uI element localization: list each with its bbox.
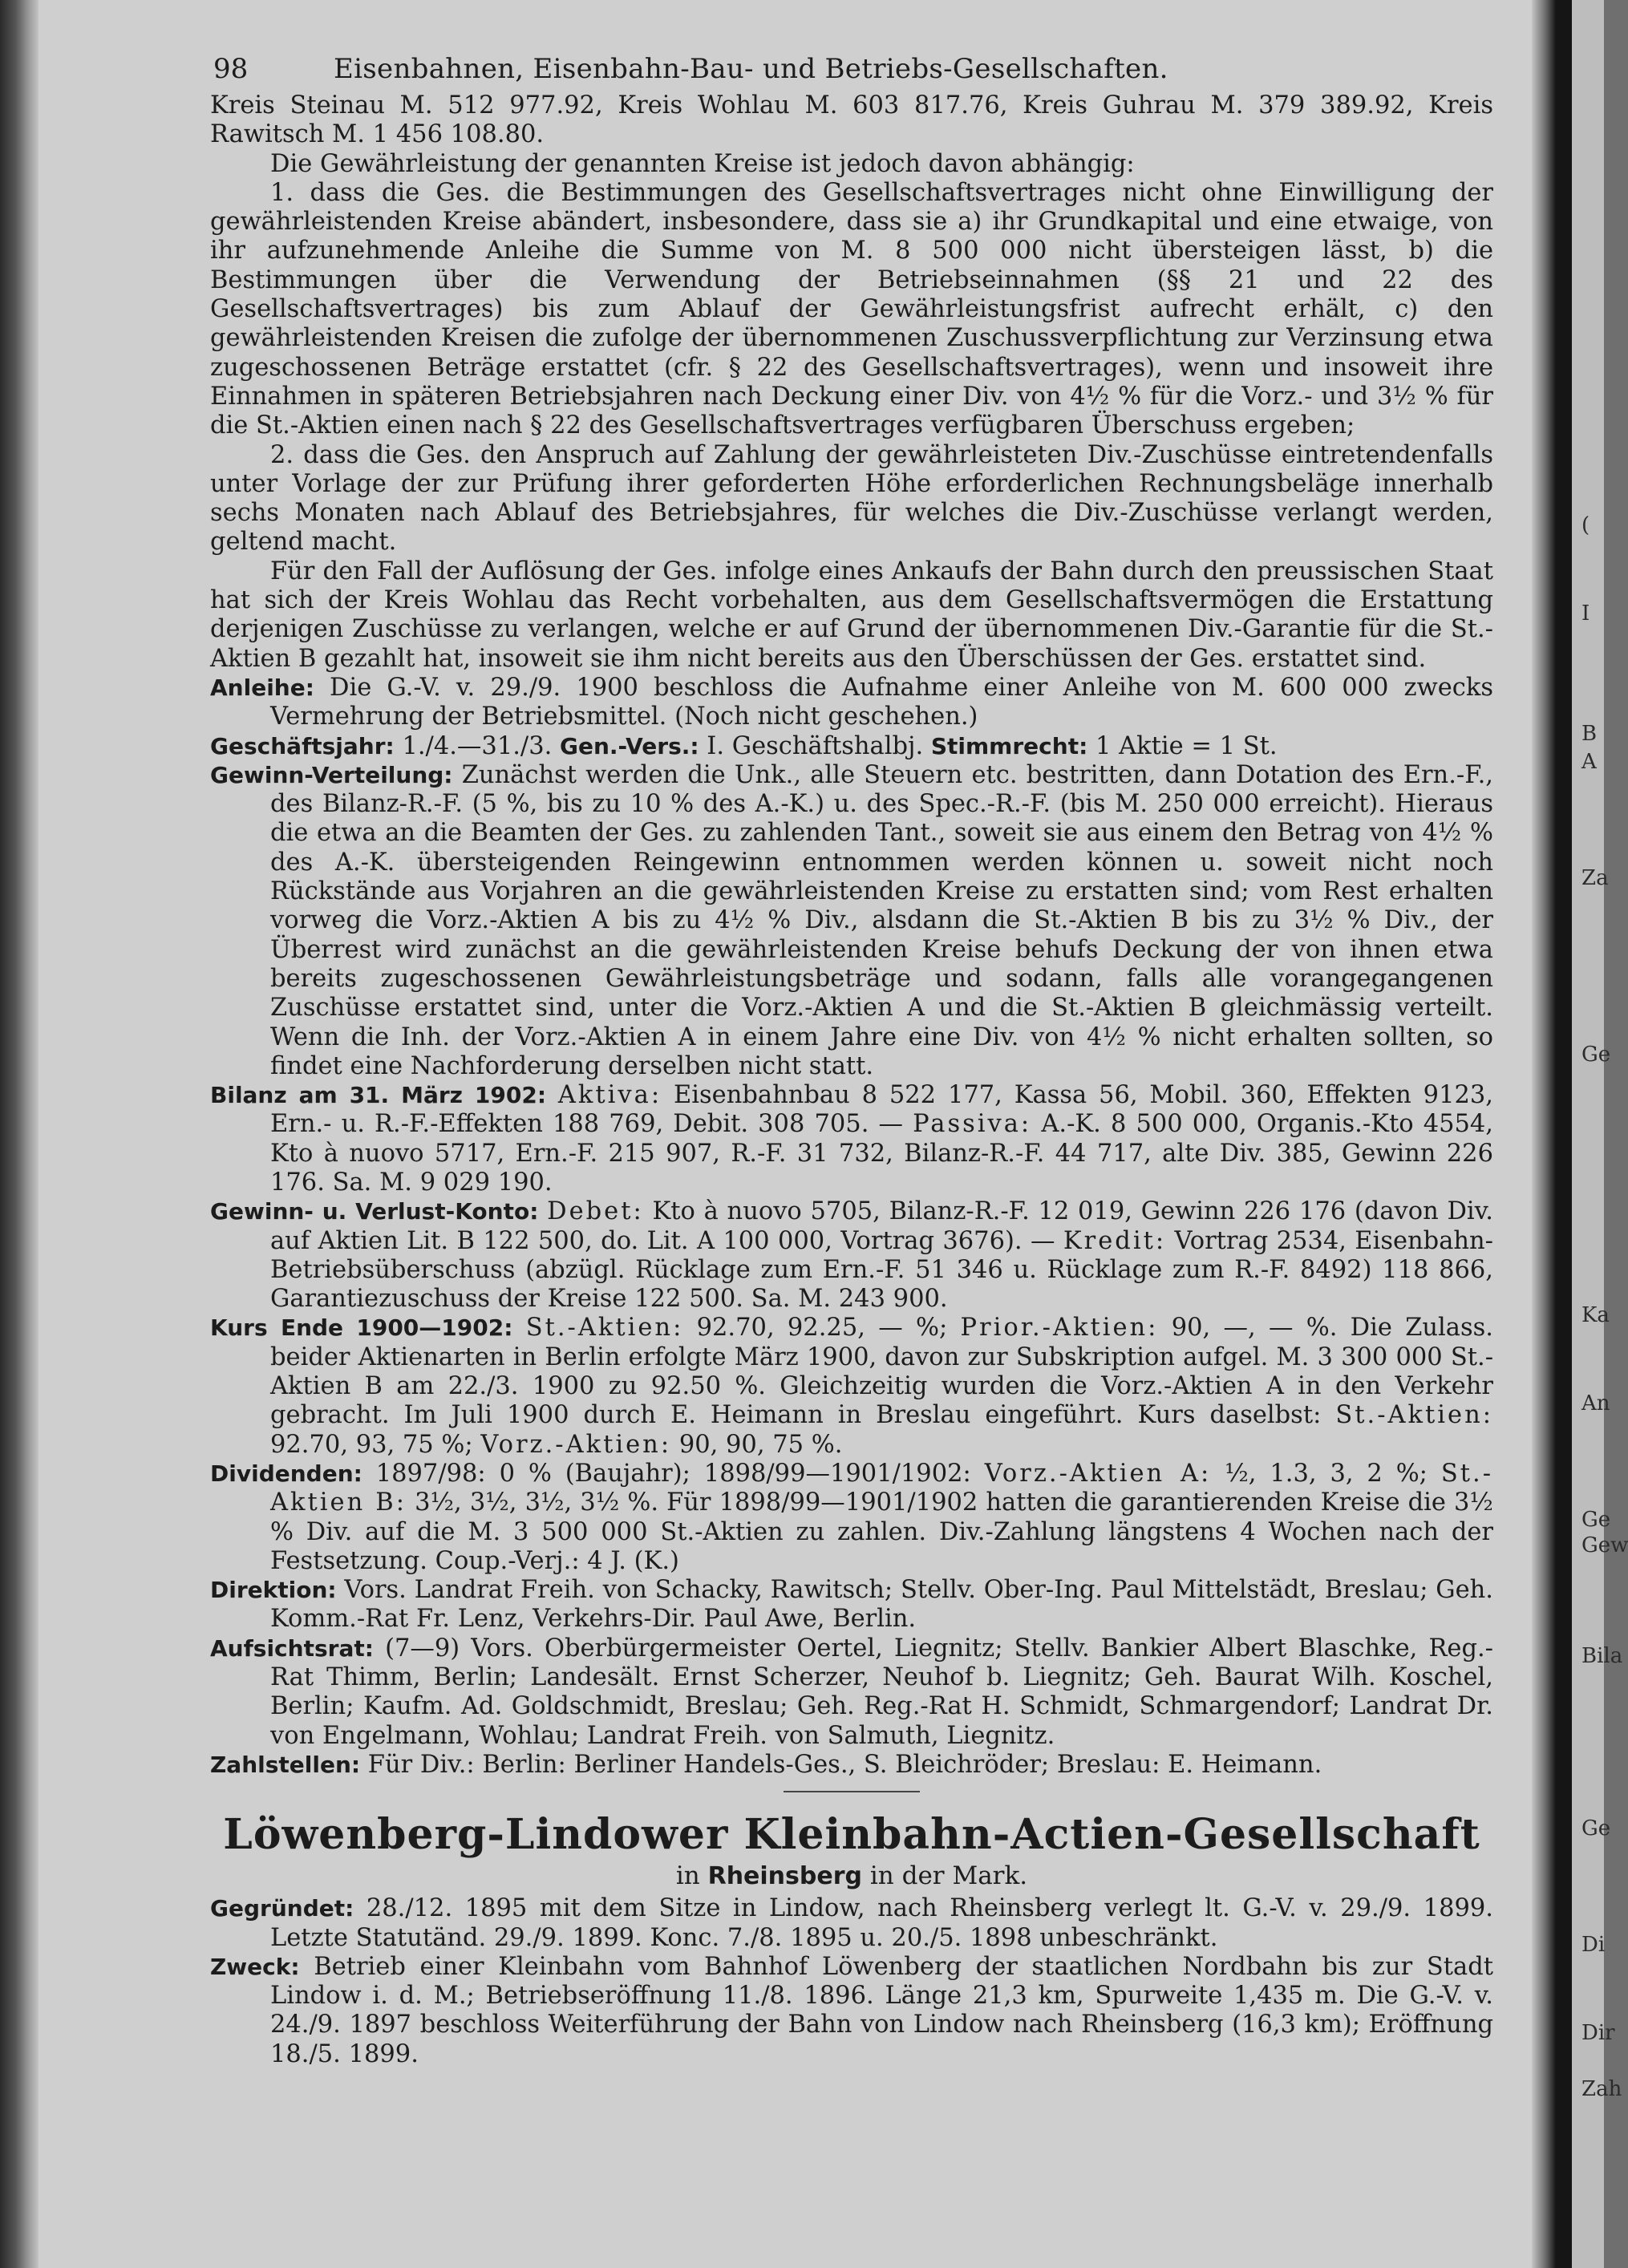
entry-label: Aufsichtsrat: <box>210 1634 374 1662</box>
entry-label: Bilanz am 31. März 1902: <box>210 1082 547 1109</box>
running-title: Eisenbahnen, Eisenbahn-Bau- und Betriebs-Gesellschaften. <box>334 53 1168 85</box>
paragraph-condition-1: 1. dass die Ges. die Bestimmungen des Gesellschaftsvertrages nicht ohne Einwilligung der gewährleistenden Kreise abändert, insbesondere, dass sie a) ihr Grundkapital und eine etwaige, von ihr aufzunehmende Anleihe die Summe von M. 8 500 000 nicht übersteigen lässt, b) die Bestimmungen über die Verwendung der Betriebseinnahmen (§§ 21 und 22 des Gesellschaftsvertrages) bis zum Ablauf der Gewährleistungsfrist aufrecht erhält, c) den gewährleistenden Kreisen die zufolge der übernommenen Zuschussverpflichtung zur Verzinsung etwa zugeschossenen Beträge erstattet (cfr. § 22 des Gesellschaftsvertrages), wenn und insoweit ihre Einnahmen in späteren Betriebsjahren nach Deckung einer Div. von 4½ % für die Vorz.- und 3½ % für die St.-Aktien einen nach § 22 des Gesellschaftsvertrages verfügbaren Überschuss ergeben; <box>210 178 1493 440</box>
entry-label: Direktion: <box>210 1577 337 1604</box>
facing-page-fragment: Za <box>1581 866 1609 890</box>
passiva-word: Passiva: <box>913 1110 1032 1139</box>
entry-text: 90, 90, 75 %. <box>678 1430 843 1459</box>
entry-label: Geschäftsjahr: <box>210 732 395 759</box>
facing-page-fragment: Gew <box>1581 1533 1628 1557</box>
entry-label: Gewinn-Verteilung: <box>210 761 453 788</box>
paragraph-aufloesung: Für den Fall der Auflösung der Ges. infolge eines Ankaufs der Bahn durch den preussischen Staat hat sich der Kreis Wohlau das Recht vorbehalten, aus dem Gesellschaftsvermögen die Erstattung derjenigen Zuschüsse zu verlangen, welche er auf Grund der übernommenen Div.-Garantie für die St.-Aktien B gezahlt hat, insoweit sie ihm nicht bereits aus den Überschüssen der Ges. erstattet sind. <box>210 557 1493 673</box>
entry-label: Dividenden: <box>210 1460 362 1487</box>
facing-page-fragment: Ge <box>1581 1508 1611 1532</box>
entry-aufsichtsrat <box>210 1634 1493 1751</box>
st-aktien-word: St.-Aktien: <box>1335 1401 1493 1430</box>
entry-geschaeftsjahr <box>210 732 1493 761</box>
entry-text: 1./4.—31./3. <box>402 731 553 760</box>
paragraph-condition-2: 2. dass die Ges. den Anspruch auf Zahlung der gewährleisteten Div.-Zuschüsse eintretendenfalls unter Vorlage der zur Prüfung ihrer geforderten Höhe erforderlichen Rechnungsbeläge innerhalb sechs Monaten nach Ablauf des Betriebsjahres, für welches die Div.-Zuschüsse verlangt werden, geltend macht. <box>210 440 1493 557</box>
entry-label: Kurs Ende 1900—1902: <box>210 1314 513 1342</box>
page-content <box>210 47 1493 2069</box>
entry-label: Stimmrecht: <box>930 732 1088 759</box>
facing-page-fragment: A <box>1581 750 1597 774</box>
entry-text: Zunächst werden die Unk., alle Steuern etc. bestritten, dann Dotation des Ern.-F., des Bilanz-R.-F. (5 %, bis zu 10 % des A.-K.) u. des Spec.-R.-F. (bis M. 250 000 erreicht). Hieraus die etwa an die Beamten der Ges. zu zahlenden Tant., soweit sie aus einem den Betrag von 4½ % des A.-K. übersteigenden Reingewinn entnommen werden können u. soweit nicht noch Rückstände aus Vorjahren an die gewährleistenden Kreise zu erstatten sind; vom Rest erhalten vorweg die Vorz.-Aktien A bis zu 4½ % Div., alsdann die St.-Aktien B bis zu 3½ % Div., der Überrest wird zunächst an die gewährleistenden Kreise behufs Deckung der von ihnen etwa bereits zugeschossenen Gewährleistungsbeträge und sodann, falls alle vorangegangenen Zuschüsse erstattet sind, unter die Vorz.-Aktien A und die St.-Aktien B gleichmässig verteilt. Wenn die Inh. der Vorz.-Aktien A in einem Jahre eine Div. von 4½ % nicht erhalten sollten, so findet eine Nachforderung derselben nicht statt. <box>270 760 1493 1080</box>
entry-text: 90, —, — %. Die Zulass. beider Aktienarten in Berlin erfolgte März 1900, davon zur Subskription aufgel. M. 3 300 000 St.-Aktien B am 22./3. 1900 zu 92.50 %. Gleichzeitig wurden die Vorz.-Aktien A in den Verkehr gebracht. Im Juli 1900 durch E. Heimann in Breslau eingeführt. Kurs daselbst: <box>270 1314 1493 1430</box>
entry-dividenden <box>210 1460 1493 1576</box>
entry-gegruendet <box>210 1894 1493 1953</box>
facing-page-fragment: Ka <box>1581 1303 1610 1327</box>
facing-page-fragment: Zah <box>1581 2077 1622 2101</box>
kredit-word: Kredit: <box>1063 1226 1167 1255</box>
facing-page-fragment: Dir <box>1581 2021 1615 2045</box>
facing-page-fragment: B <box>1581 722 1598 746</box>
st-aktien-word: St.-Aktien B: <box>270 1459 1494 1517</box>
location-city: Rheinsberg <box>707 1862 862 1891</box>
prior-aktien-word: Prior.-Aktien: <box>960 1314 1159 1343</box>
debet-word: Debet: <box>547 1197 644 1226</box>
company-heading: Löwenberg-Lindower Kleinbahn-Actien-Gesellschaft <box>223 1810 1480 1860</box>
entry-anleihe <box>210 674 1493 732</box>
facing-page-fragment: An <box>1581 1391 1610 1415</box>
entry-label: Zahlstellen: <box>210 1751 361 1778</box>
location-suffix: in der Mark. <box>869 1861 1028 1891</box>
paragraph-kreise: Kreis Steinau M. 512 977.92, Kreis Wohlau M. 603 817.76, Kreis Guhrau M. 379 389.92, Kreis Rawitsch M. 1 456 108.80. <box>210 91 1493 149</box>
company-location <box>210 1860 1493 1893</box>
entry-gewinn-verteilung <box>210 761 1493 1081</box>
section-divider <box>784 1791 920 1792</box>
vorz-aktien-word: Vorz.-Aktien: <box>480 1430 672 1459</box>
entry-label: Anleihe: <box>210 674 314 701</box>
entry-label: Gewinn- u. Verlust-Konto: <box>210 1198 539 1225</box>
entry-text: Vors. Landrat Freih. von Schacky, Rawitsch; Stellv. Ober-Ing. Paul Mittelstädt, Breslau; Geh. Komm.-Rat Fr. Lenz, Verkehrs-Dir. Paul Awe, Berlin. <box>270 1576 1493 1634</box>
facing-page-edge <box>1572 0 1628 2268</box>
entry-text: Vortrag 2534, Eisenbahn-Betriebsüberschuss (abzügl. Rücklage zum Ern.-F. 51 346 u. Rücklage zum R.-F. 8492) 118 866, Garantiezuschuss der Kreise 122 500. Sa. M. 243 900. <box>270 1226 1493 1314</box>
entry-text: Betrieb einer Kleinbahn vom Bahnhof Löwenberg der staatlichen Nordbahn bis zur Stadt Lindow i. d. M.; Betriebseröffnung 11./8. 1896. Länge 21,3 km, Spurweite 1,435 m. Die G.-V. v. 24./9. 1897 beschloss Weiterführung der Bahn von Lindow nach Rheinsberg (16,3 km); Eröffnung 18./5. 1899. <box>270 1952 1493 2068</box>
entry-text: 92.70, 92.25, — %; <box>696 1314 948 1343</box>
entry-text: (7—9) Vors. Oberbürgermeister Oertel, Liegnitz; Stellv. Bankier Albert Blaschke, Reg.-Rat Thimm, Berlin; Landesält. Ernst Scherzer, Neuhof b. Liegnitz; Geh. Baurat Wilh. Koschel, Berlin; Kaufm. Ad. Goldschmidt, Breslau; Geh. Reg.-Rat H. Schmidt, Schmargendorf; Landrat Dr. von Engelmann, Wohlau; Landrat Freih. von Salmuth, Liegnitz. <box>270 1634 1493 1750</box>
entry-text: ½, 1.3, 3, 2 %; <box>1225 1459 1428 1488</box>
entry-label: Zweck: <box>210 1953 300 1980</box>
entry-text: I. Geschäftshalbj. <box>707 731 924 760</box>
entry-text: Die G.-V. v. 29./9. 1900 beschloss die Aufnahme einer Anleihe von M. 600 000 zwecks Vermehrung der Betriebsmittel. (Noch nicht geschehen.) <box>270 673 1493 731</box>
entry-label: Gegründet: <box>210 1895 354 1922</box>
entry-text: 28./12. 1895 mit dem Sitze in Lindow, nach Rheinsberg verlegt lt. G.-V. v. 29./9. 1899. Letzte Statutänd. 29./9. 1899. Konc. 7./8. 1895 u. 20./5. 1898 unbeschränkt. <box>270 1894 1493 1952</box>
entry-text: 3½, 3½, 3½, 3½ %. Für 1898/99—1901/1902 hatten die garantierenden Kreise die 3½ % Div. auf die M. 3 500 000 St.-Aktien zu zahlen. Div.-Zahlung längstens 4 Wochen nach der Festsetzung. Coup.-Verj.: 4 J. (K.) <box>270 1488 1493 1575</box>
paragraph-gewaehrleistung: Die Gewährleistung der genannten Kreise ist jedoch davon abhängig: <box>270 149 1135 178</box>
facing-page-fragment: ( <box>1581 513 1590 537</box>
entry-label: Gen.-Vers.: <box>560 732 699 759</box>
facing-page-fragment: Ge <box>1581 1816 1611 1841</box>
page-number: 98 <box>213 53 249 85</box>
entry-text: 92.70, 93, 75 %; <box>270 1430 473 1459</box>
facing-page-fragment: Bila <box>1581 1644 1623 1668</box>
entry-text: Kto à nuovo 5705, Bilanz-R.-F. 12 019, Gewinn 226 176 (davon Div. auf Aktien Lit. B 122 500, do. Lit. A 100 000, Vortrag 3676). — <box>270 1197 1493 1255</box>
running-header <box>213 47 1493 91</box>
entry-zahlstellen <box>210 1751 1493 1780</box>
aktiva-word: Aktiva: <box>557 1081 662 1110</box>
entry-text: 1897/98: 0 % (Baujahr); 1898/99—1901/1902: <box>375 1459 971 1488</box>
st-aktien-word: St.-Aktien: <box>525 1314 684 1343</box>
facing-page-fragment: Ge <box>1581 1043 1611 1067</box>
entry-text: A.-K. 8 500 000, Organis.-Kto 4554, Kto à nuovo 5717, Ern.-F. 215 907, R.-F. 31 732, Bilanz-R.-F. 44 717, alte Div. 385, Gewinn 226 176. Sa. M. 9 029 190. <box>270 1110 1494 1197</box>
entry-text: Eisenbahnbau 8 522 177, Kassa 56, Mobil. 360, Effekten 9123, Ern.- u. R.-F.-Effekten 188 769, Debit. 308 705. — <box>270 1081 1493 1139</box>
entry-direktion <box>210 1576 1493 1634</box>
entry-zweck <box>210 1953 1493 2069</box>
entry-kurs <box>210 1314 1493 1459</box>
facing-page-fragment: I <box>1581 601 1590 626</box>
book-gutter <box>1532 0 1572 2268</box>
facing-page-fragment: Di <box>1581 1933 1606 1957</box>
entry-text: Für Div.: Berlin: Berliner Handels-Ges., S. Bleichröder; Breslau: E. Heimann. <box>367 1750 1322 1779</box>
page-left-edge-shadow <box>0 0 38 2268</box>
vorz-aktien-word: Vorz.-Aktien A: <box>984 1459 1212 1488</box>
entry-gewinn-verlust <box>210 1197 1493 1314</box>
location-prefix: in <box>675 1861 700 1891</box>
entry-text: 1 Aktie = 1 St. <box>1095 731 1278 760</box>
entry-bilanz <box>210 1081 1493 1197</box>
